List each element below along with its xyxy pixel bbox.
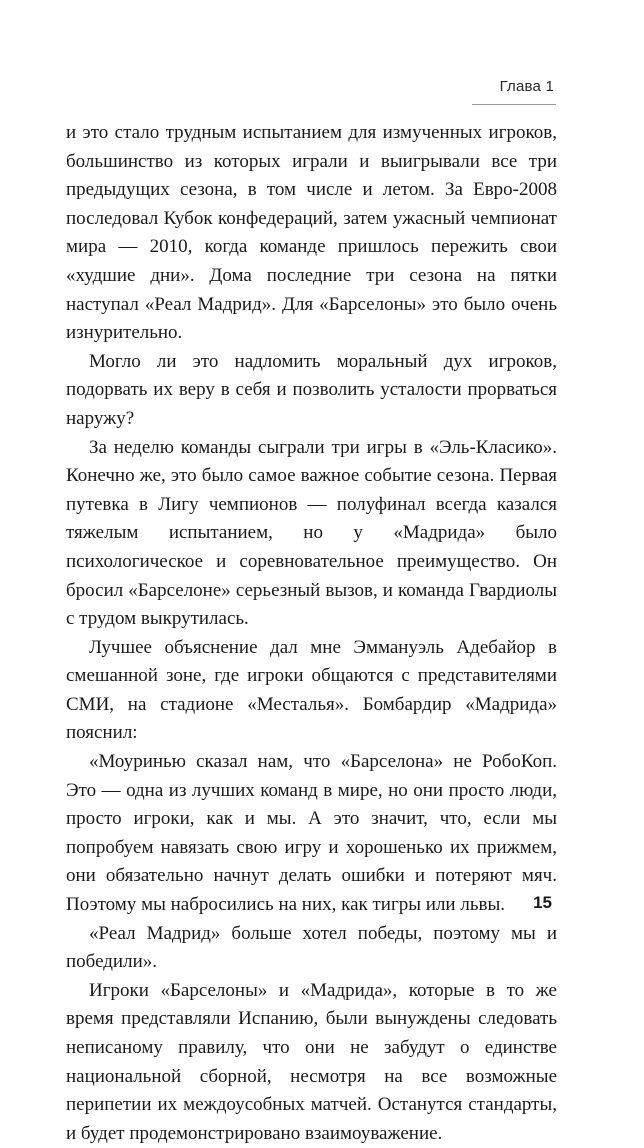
paragraph-1: и это стало трудным испытанием для измученных игроков, большинство из которых играли и выигрывали все три предыдущих сезона, в том числе и летом. За Евро-2008 последовал Кубок конфедераций, затем ужасный чемпионат мира — 2010, когда команде пришлось пережить свои «худшие дни». Дома последние три сезона на пятки наступал «Реал Мадрид». Для «Барселоны» это было очень изнурительно. bbox=[66, 122, 557, 344]
running-head-rule bbox=[472, 104, 556, 105]
body-text bbox=[66, 119, 557, 1148]
paragraph-5-quote: «Моуринью сказал нам, что «Барселона» не РобоКоп. Это — одна из лучших команд в мире, но они просто люди, просто игроки, как и мы. А это значит, что, если мы попробуем навязать свою игру и хорошенько их прижмем, они обязательно начнут делать ошибки и потеряют мяч. Поэтому мы набросились на них, как тигры или львы. bbox=[66, 751, 557, 916]
page-number: 15 bbox=[533, 893, 552, 912]
paragraph-4: Лучшее объяснение дал мне Эммануэль Адебайор в смешанной зоне, где игроки общаются с представителями СМИ, на стадионе «Месталья». Бомбардир «Мадрида» пояснил: bbox=[66, 636, 557, 744]
paragraph-2: Могло ли это надломить моральный дух игроков, подорвать их веру в себя и позволить усталости прорваться наружу? bbox=[66, 350, 557, 429]
running-head-chapter: Глава 1 bbox=[499, 78, 554, 95]
paragraph-7: Игроки «Барселоны» и «Мадрида», которые в то же время представляли Испанию, были вынуждены следовать неписаному правилу, что они не забудут о единстве национальной сборной, несмотря на все возможные перипетии их междоусобных матчей. Останутся стандарты, и будет продемонстрировано взаимоуважение. bbox=[66, 979, 557, 1144]
paragraph-6-quote: «Реал Мадрид» больше хотел победы, поэтому мы и победили». bbox=[66, 922, 557, 973]
paragraph-3: За неделю команды сыграли три игры в «Эль-Класико». Конечно же, это было самое важное событие сезона. Первая путевка в Лигу чемпионов — полуфинал всегда казался тяжелым испытанием, но у «Мадрида» было психологическое и соревновательное преимущество. Он бросил «Барселоне» серьезный вызов, и команда Гвардиолы с трудом выкрутилась. bbox=[66, 436, 557, 630]
